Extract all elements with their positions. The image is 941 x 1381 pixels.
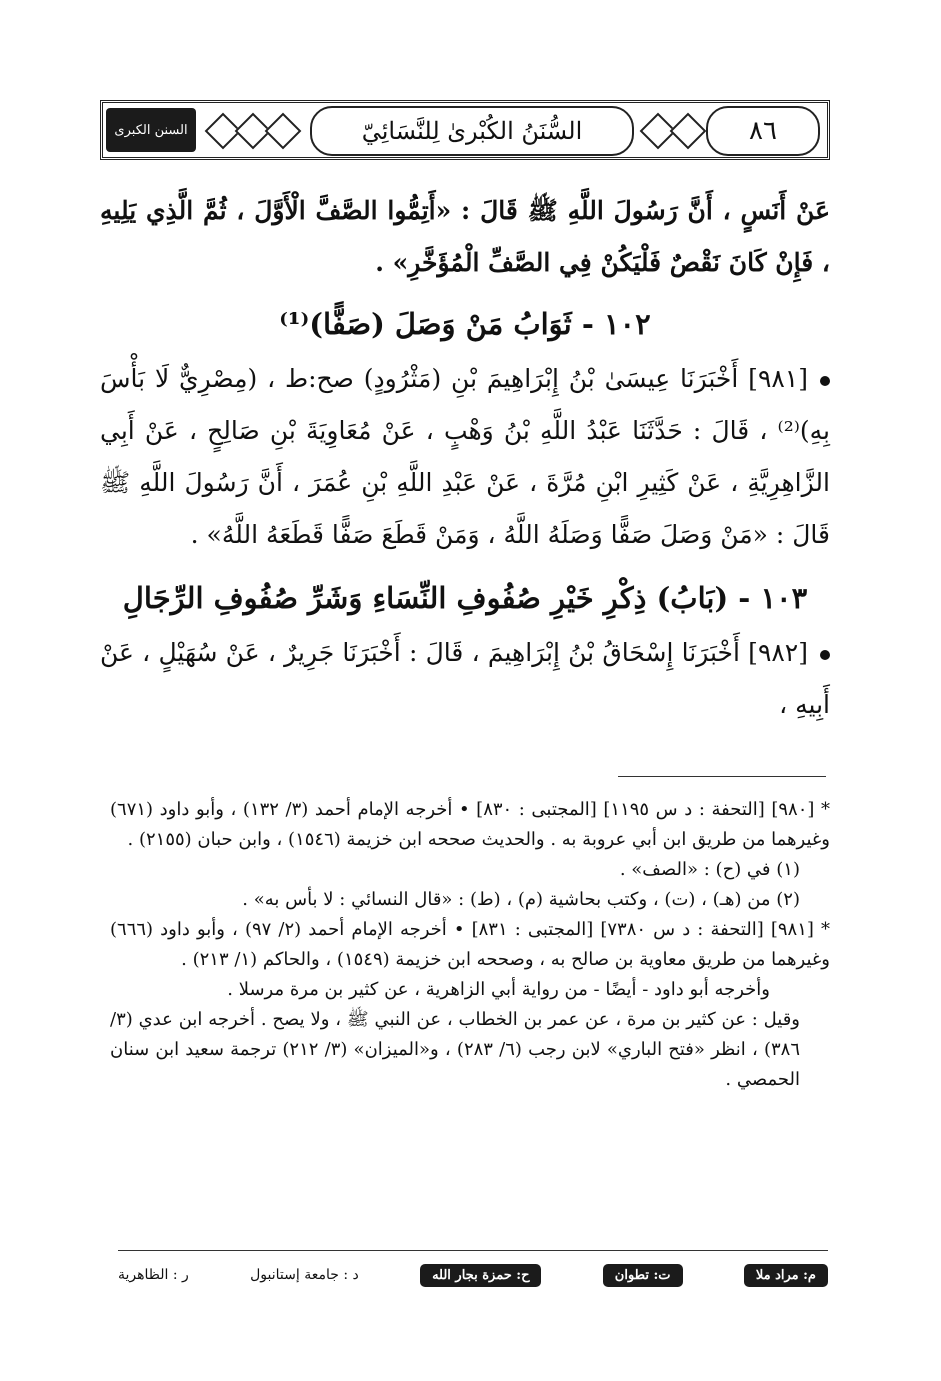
- manuscript-legend: [118, 1260, 828, 1290]
- note-981-c: وقيل : عن كثير بن مرة ، عن عمر بن الخطاب ، عن النبي ﷺ ، ولا يصح . أخرجه ابن عدي (٣/ ٣٨٦) ، انظر «فتح الباري» لابن رجب (٦/ ٢٨٣) ، و«الميزان» (٣/ ٢١٢) ترجمة سعيد ابن سنان الحمصي .: [110, 1009, 801, 1090]
- legend-h: ح: حمزة بجار الله: [420, 1264, 541, 1287]
- chapter-heading-103: ١٠٣ - (بَابُ) ذِكْرِ خَيْرِ صُفُوفِ النِّسَاءِ وَشَرِّ صُفُوفِ الرِّجَالِ: [122, 581, 808, 615]
- legend-m: م: مراد ملا: [744, 1264, 828, 1287]
- hadith-981: [100, 353, 830, 561]
- main-text: [100, 185, 830, 731]
- page-number: ٨٦: [706, 106, 820, 156]
- page-header: [100, 100, 830, 160]
- chapter-heading-102: ١٠٢ - ثَوَابُ مَنْ وَصَلَ (صَفًّا)⁽¹⁾: [279, 307, 651, 341]
- hadith-982-text: [٩٨٢] أَخْبَرَنَا إِسْحَاقُ بْنُ إِبْرَاهِيمَ ، قَالَ : أَخْبَرَنَا جَرِيرٌ ، عَنْ سُهَيْلٍ ، عَنْ أَبِيهِ ،: [100, 638, 830, 719]
- footnote-1: (١) في (ح) : «الصف» .: [619, 859, 800, 880]
- note-981-b: وأخرجه أبو داود - أيضًا - من رواية أبي الزاهرية ، عن كثير بن مرة مرسلا .: [227, 979, 770, 1000]
- legend-r: ر : الظاهرية: [118, 1267, 189, 1283]
- footnotes: [110, 795, 830, 1095]
- legend-d: د : جامعة إستانبول: [250, 1267, 359, 1283]
- note-981: * [٩٨١] [التحفة : د س ٧٣٨٠] [المجتبى : ٨٣١] • أخرجه الإمام أحمد (٢/ ٩٧) ، وأبو داود (٦٦٦) وغيرهما من طريق معاوية بن صالح به ، وصححه ابن خزيمة (١٥٤٩) ، والحاكم (١/ ٢١٣) .: [110, 919, 830, 970]
- footnote-separator: [618, 776, 826, 777]
- hadith-982: [100, 627, 830, 731]
- footnote-2: (٢) من (هـ) ، (ت) ، وكتب بحاشية (م) ، (ط) : «قال النسائي : لا بأس به» .: [242, 889, 800, 910]
- hadith-981-text: [٩٨١] أَخْبَرَنَا عِيسَىٰ بْنُ إِبْرَاهِيمَ بْنِ (مَثْرُودٍ) صح:ط ، (مِصْرِيٌّ لَا بَأْسَ بِهِ)⁽²⁾ ، قَالَ : حَدَّثَنَا عَبْدُ اللَّهِ بْنُ وَهْبٍ ، عَنْ مُعَاوِيَةَ بْنِ صَالِحٍ ، عَنْ أَبِي الزَّاهِرِيَّةِ ، عَنْ كَثِيرِ ابْنِ مُرَّةَ ، عَنْ عَبْدِ اللَّهِ بْنِ عُمَرَ ، أَنَّ رَسُولَ اللَّهِ ﷺ قَالَ : «مَنْ وَصَلَ صَفًّا وَصَلَهُ اللَّهُ ، وَمَنْ قَطَعَ صَفًّا قَطَعَهُ اللَّهُ» .: [100, 364, 830, 549]
- book-title: السُّنَنُ الكُبْرىٰ لِلنَّسَائِيّ: [310, 106, 634, 156]
- ornament-emblem: [106, 108, 196, 152]
- legend-t: ت: تطوان: [603, 1264, 683, 1287]
- ornament-text: السنن الكبرى: [114, 122, 188, 138]
- bullet-icon: [820, 650, 830, 660]
- bullet-icon: [820, 376, 830, 386]
- footer-separator: [118, 1250, 828, 1251]
- hadith-980-end: عَنْ أَنَسٍ ، أَنَّ رَسُولَ اللَّهِ ﷺ قَالَ : «أَتِمُّوا الصَّفَّ الْأَوَّلَ ، ثُمَّ الَّذِي يَلِيهِ ، فَإِنْ كَانَ نَقْصٌ فَلْيَكُنْ فِي الصَّفِّ الْمُؤَخَّرِ» .: [100, 196, 830, 277]
- note-980: * [٩٨٠] [التحفة : د س ١١٩٥] [المجتبى : ٨٣٠] • أخرجه الإمام أحمد (٣/ ١٣٢) ، وأبو داود (٦٧١) وغيرهما من طريق ابن أبي عروبة به . والحديث صححه ابن خزيمة (١٥٤٦) ، وابن حبان (٢١٥٥) .: [110, 799, 830, 850]
